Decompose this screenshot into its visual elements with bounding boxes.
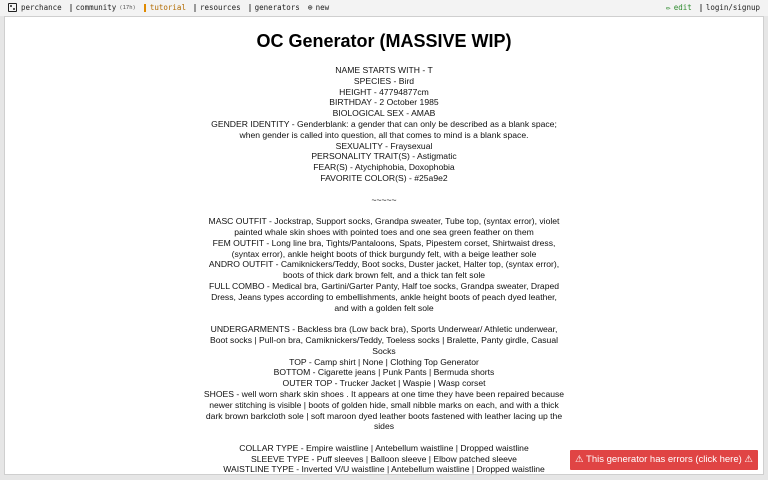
output-line: boots of thick dark brown felt, and a thick tan felt sole [282,270,486,281]
output-line: BIOLOGICAL SEX - AMAB [332,108,436,119]
nav-login-label: login/signup [705,3,760,12]
output-line: MASC OUTFIT - Jockstrap, Support socks, Grandpa sweater, Tube top, (syntax error), violet [208,216,560,227]
nav-edit-link[interactable] [666,3,692,12]
output-line: WAISTLINE TYPE - Inverted V/U waistline | Antebellum waistline | Dropped waistline [223,464,545,475]
output-line: BOTTOM - Cigarette jeans | Punk Pants | Bermuda shorts [273,367,495,378]
generators-icon [249,4,251,12]
output-line: BIRTHDAY - 2 October 1985 [329,97,439,108]
nav-login-link[interactable] [700,3,760,12]
blank-line [184,313,584,324]
nav-new-link[interactable] [308,3,329,12]
output-line: and with a golden felt sole [334,302,434,313]
output-line: (syntax error), ankle height boots of thick burgundy felt, with a beige leather sole [231,248,537,259]
output-line: GENDER IDENTITY - Genderblank: a gender that can only be described as a blank space; [211,118,557,129]
output-line: SLEEVE TYPE - Puff sleeves | Balloon sleeve | Elbow patched sleeve [251,453,517,464]
nav-tutorial-label: tutorial [149,3,186,12]
resources-icon [194,4,196,12]
tutorial-icon [144,4,146,12]
output-line: SEXUALITY - Fraysexual [335,140,433,151]
top-navigation-bar [0,0,768,16]
nav-left-group [8,3,337,12]
blank-line [184,205,584,216]
blank-line [184,184,584,195]
output-line: COLLAR TYPE - Empire waistline | Antebellum waistline | Dropped waistline [239,442,529,453]
nav-resources-label: resources [199,3,241,12]
pencil-icon: ✏ [665,2,671,12]
nav-home-link[interactable] [8,3,62,12]
nav-generators-link[interactable] [249,3,300,12]
output-line: newer stitching is visible | boots of golden hide, small nibble marks on each, and with a thick [209,399,559,410]
output-line: dark brown barkcloth sole | soft maroon dyed leather boots fastened with leather lacing up the [205,410,563,421]
output-line: PERSONALITY TRAIT(S) - Astigmatic [311,151,457,162]
nav-generators-label: generators [254,3,300,12]
output-line: Socks [372,345,396,356]
community-activity-badge: (17h) [119,4,136,11]
output-line: Boot socks | Pull-on bra, Camiknickers/Teddy, Toeless socks | Bralette, Panty girdle, Casual [209,334,559,345]
generator-error-banner[interactable]: ⚠ This generator has errors (click here) ⚠ [570,450,758,470]
output-line: SHOES - well worn shark skin shoes . It appears at one time they have been repaired because [203,388,565,399]
output-line: FEM OUTFIT - Long line bra, Tights/Pantaloons, Spats, Pipestem corset, Shirtwaist dress, [212,237,556,248]
output-line: Dress, Jeans types according to embellishments, ankle height boots of peach dyed leather, [211,291,557,302]
output-line: FEAR(S) - Atychiphobia, Doxophobia [313,162,455,173]
blank-line [184,432,584,443]
output-line: SPECIES - Bird [353,75,415,86]
nav-edit-label: edit [673,3,692,12]
generator-output-text [184,65,584,475]
generator-output-panel [4,16,764,475]
output-line: painted whale skin shoes with pointed toes and one sea green feather on them [234,226,534,237]
output-line: ~~~~~ [371,194,397,205]
dice-icon [8,3,17,12]
nav-site-label: perchance [21,3,62,12]
page-title: OC Generator (MASSIVE WIP) [256,31,512,51]
nav-tutorial-link[interactable] [144,3,186,12]
output-line: HEIGHT - 47794877cm [339,86,429,97]
community-icon [70,4,72,12]
nav-right-group [658,3,760,12]
output-line: NAME STARTS WITH - T [335,65,433,75]
output-line: UNDERGARMENTS - Backless bra (Low back bra), Sports Underwear/ Athletic underwear, [210,324,558,335]
login-icon [700,4,702,12]
nav-community-label: community [75,3,117,12]
nav-community-link[interactable] [70,3,136,12]
output-line: FULL COMBO - Medical bra, Gartini/Garter Panty, Half toe socks, Grandpa sweater, Draped [208,280,560,291]
output-line: FAVORITE COLOR(S) - #25a9e2 [320,172,448,183]
output-line: when gender is called into question, all that comes to mind is a blank space. [239,129,529,140]
output-line: ANDRO OUTFIT - Camiknickers/Teddy, Boot socks, Duster jacket, Halter top, (syntax error), [208,259,560,270]
output-line: TOP - Camp shirt | None | Clothing Top Generator [289,356,479,367]
nav-new-label: new [315,3,330,12]
output-line: OUTER TOP - Trucker Jacket | Waspie | Wasp corset [282,378,486,389]
nav-resources-link[interactable] [194,3,241,12]
output-line: sides [373,421,395,432]
plus-circle-icon: ⊕ [307,2,313,12]
